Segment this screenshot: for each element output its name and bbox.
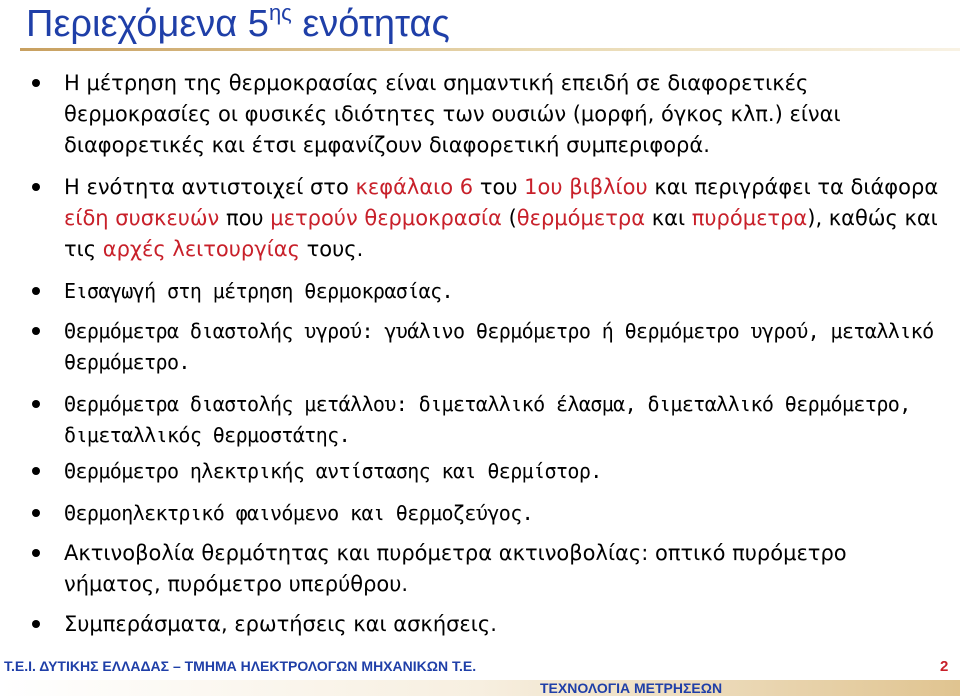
slide-title-main: Περιεχόμενα 5 (26, 3, 269, 45)
bullet-item-9 (64, 609, 944, 640)
bullet-item-6 (64, 456, 944, 487)
bullet-text: Θερμοηλεκτρικό φαινόμενο και θερμοζεύγος. (64, 501, 534, 525)
footer-course-title: ΤΕΧΝΟΛΟΓΙΑ ΜΕΤΡΗΣΕΩΝ (540, 680, 723, 696)
bullet-dot (32, 509, 40, 517)
bullet-item-1 (64, 68, 944, 161)
bullet-dot (32, 79, 40, 87)
slide-title-end: ενότητας (291, 3, 450, 45)
bullet-text: Ακτινοβολία θερμότητας και πυρόμετρα ακτινοβολίας: οπτικό πυρόμετρο νήματος, πυρόμετρο υπερύθρου. (64, 541, 847, 596)
bullet-text: Θερμόμετρο ηλεκτρικής αντίστασης και θερμίστορ. (64, 459, 602, 483)
bullet-text-part: και (645, 206, 692, 230)
highlight-pyrometers: πυρόμετρα (691, 206, 808, 230)
bullet-dot (32, 183, 40, 191)
highlight-chapter: κεφάλαιο 6 (355, 175, 474, 199)
bullet-text-part: του (473, 175, 525, 199)
bullet-text: Εισαγωγή στη μέτρηση θερμοκρασίας. (64, 279, 453, 303)
bullet-item-4 (64, 316, 944, 378)
highlight-operating-principles: αρχές λειτουργίας (102, 237, 300, 261)
bullet-text: Η μέτρηση της θερμοκρασίας είναι σημαντική επειδή σε διαφορετικές θερμοκρασίες οι φυσικές ιδιότητες των ουσιών (μορφή, όγκος κλπ.) είναι διαφορετικές και έτσι εμφανίζουν διαφορετική συμπεριφορά. (64, 71, 841, 157)
bullet-dot (32, 400, 40, 408)
bullet-text-part: που (219, 206, 271, 230)
highlight-measure-temperature: μετρούν θερμοκρασία (270, 206, 502, 230)
footer-bar (0, 680, 960, 696)
highlight-thermometers: θερμόμετρα (516, 206, 646, 230)
bullet-text: Θερμόμετρα διαστολής μετάλλου: διμεταλλικό έλασμα, διμεταλλικό θερμόμετρο, διμεταλλικός θερμοστάτης. (64, 392, 911, 447)
bullet-item-8 (64, 538, 944, 600)
bullet-text-part: ( (501, 206, 517, 230)
page-number: 2 (940, 658, 949, 675)
highlight-book: 1ου βιβλίου (524, 175, 648, 199)
bullet-dot (32, 287, 40, 295)
bullet-dot (32, 620, 40, 628)
highlight-device-types: είδη συσκευών (64, 206, 220, 230)
bullet-dot (32, 467, 40, 475)
bullet-text-part: ), καθώς και τις (64, 206, 938, 261)
bullet-dot (32, 327, 40, 335)
bullet-text: Συμπεράσματα, ερωτήσεις και ασκήσεις. (64, 612, 497, 636)
bullet-dot (32, 549, 40, 557)
bullet-text-part: τους. (299, 237, 364, 261)
bullet-item-2 (64, 172, 944, 265)
bullet-item-5 (64, 389, 944, 451)
bullet-item-7 (64, 498, 944, 529)
bullet-text-part: Η ενότητα αντιστοιχεί στο (64, 175, 356, 199)
slide-title-superscript: ης (268, 0, 292, 26)
bullet-text-part: και περιγράφει τα διάφορα (647, 175, 939, 199)
footer-institution: Τ.Ε.Ι. ΔΥΤΙΚΗΣ ΕΛΛΑΔΑΣ – ΤΜΗΜΑ ΗΛΕΚΤΡΟΛΟΓΩΝ ΜΗΧΑΝΙΚΩΝ Τ.Ε. (4, 658, 477, 674)
bullet-item-3 (64, 276, 944, 307)
bullet-text: Θερμόμετρα διαστολής υγρού: γυάλινο θερμόμετρο ή θερμόμετρο υγρού, μεταλλικό θερμόμετρο. (64, 319, 934, 374)
